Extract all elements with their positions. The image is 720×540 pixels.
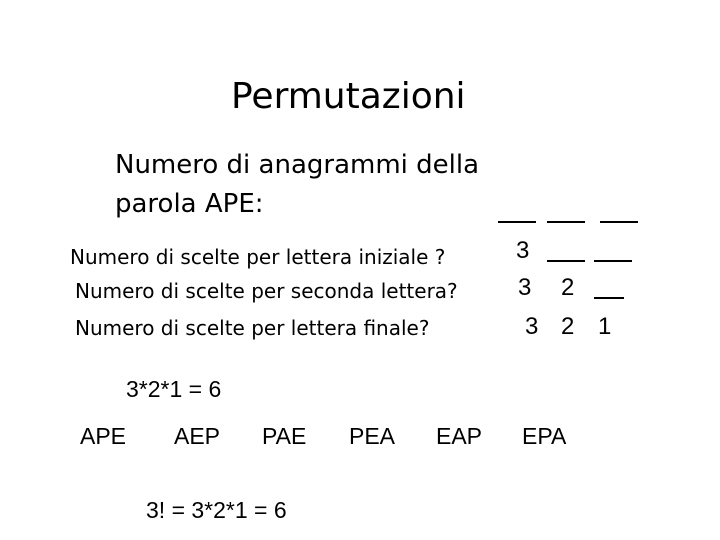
permutation-2: AEP [174, 423, 221, 449]
row1-value-1: 3 [516, 237, 530, 264]
row-label-first-letter: Numero di scelte per lettera iniziale ? [70, 245, 446, 269]
factorial-equation: 3! = 3*2*1 = 6 [146, 497, 287, 523]
subtitle-line-2: parola APE: [115, 189, 264, 219]
permutation-5: EAP [436, 423, 483, 449]
permutation-1: APE [80, 423, 127, 449]
row2-value-2: 2 [561, 274, 575, 301]
row3-value-2: 2 [561, 313, 575, 340]
slot-blank-row1-2 [547, 260, 585, 262]
permutation-4: PEA [349, 423, 396, 449]
row-label-last-letter: Numero di scelte per lettera finale? [75, 316, 430, 340]
row3-value-3: 1 [598, 313, 612, 340]
slot-blank-row2-3 [594, 297, 624, 299]
product-equation: 3*2*1 = 6 [126, 376, 222, 402]
permutation-3: PAE [262, 423, 307, 449]
row2-value-1: 3 [518, 274, 532, 301]
slot-blank-top-2 [547, 221, 585, 223]
subtitle-line-1: Numero di anagrammi della [115, 150, 480, 180]
slide-title: Permutazioni [231, 76, 466, 117]
row3-value-1: 3 [525, 313, 539, 340]
row-label-second-letter: Numero di scelte per seconda lettera? [75, 279, 458, 303]
permutation-6: EPA [522, 423, 567, 449]
slot-blank-top-3 [600, 221, 638, 223]
slot-blank-row1-3 [594, 260, 632, 262]
slot-blank-top-1 [498, 221, 536, 223]
